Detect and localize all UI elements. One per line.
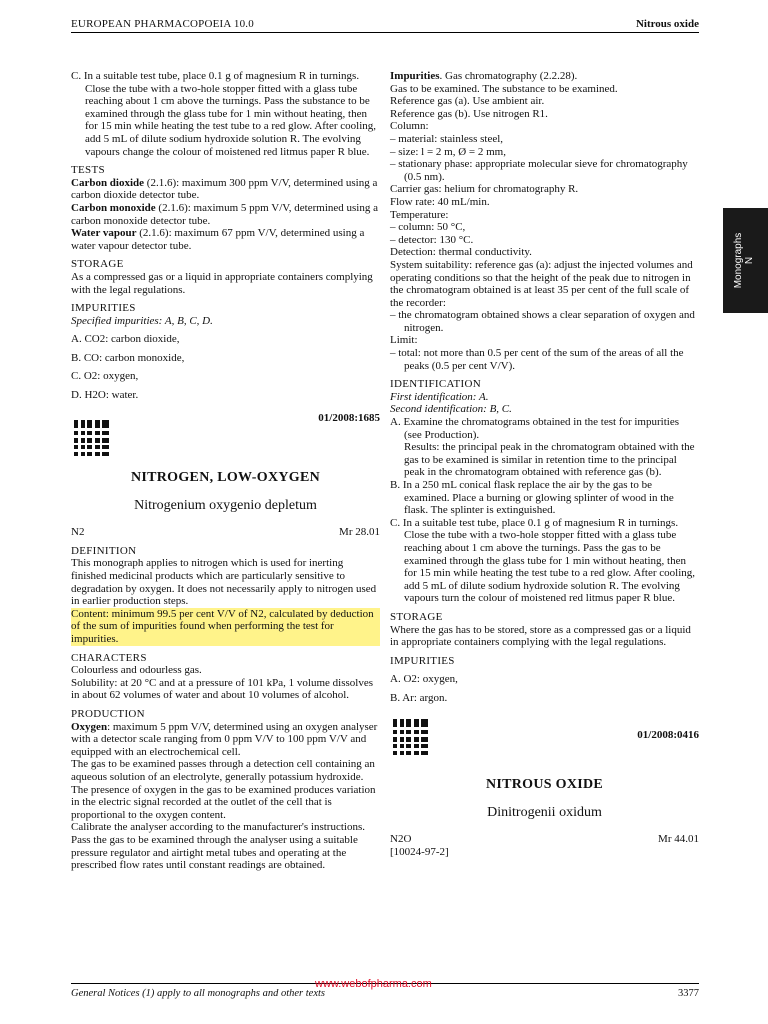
qr-code-icon — [71, 420, 109, 458]
identification-a-results: Results: the principal peak in the chromatogram obtained with the gas to be examined is similar in retention time to the principal peak in the chromatogram obtained with reference gas (b). — [404, 441, 695, 479]
carrier-gas: Carrier gas: helium for chromatography R. — [390, 183, 579, 196]
impurity-d: D. H2O: water. — [71, 389, 139, 402]
header-publication: EUROPEAN PHARMACOPOEIA 10.0 — [71, 18, 254, 30]
gas-examined: Gas to be examined. The substance to be examined. — [390, 82, 618, 95]
storage-heading: STORAGE — [71, 258, 124, 271]
impurities-heading-2: IMPURITIES — [390, 654, 455, 667]
solubility-text: Solubility: at 20 °C and at a pressure of 101 kPa, 1 volume dissolves in about 62 volumes of water and about 10 volumes of alcohol. — [71, 676, 373, 702]
production-paragraph-3: Calibrate the analyser according to the manufacturer's instructions. Pass the gas to be examined through the analyser using a suitable pressure regulator and airtight metal tubes and operating at the prescribed flow rates until constant readings are obtained. — [71, 821, 365, 872]
identification-a: A. Examine the chromatograms obtained in the test for impurities (see Production). — [390, 416, 679, 441]
latin-name-2: Dinitrogenii oxidum — [487, 805, 602, 821]
page-footer — [71, 978, 699, 1004]
header-monograph: Nitrous oxide — [635, 18, 699, 30]
second-identification: Second identification: B, C. — [390, 403, 512, 416]
side-tab-letter: N — [744, 256, 755, 265]
stationary-phase: – stationary phase: appropriate molecular sieve for chromatography (0.5 nm). — [390, 158, 688, 183]
page-number: 3377 — [678, 988, 699, 999]
side-tab-label: Monographs — [733, 232, 744, 289]
temperature-label: Temperature: — [390, 208, 449, 221]
production-paragraph-2: The gas to be examined passes through a detection cell containing an aqueous solution of an electrolyte, generally potassium hydroxide. The presence of oxygen in the gas to be examined produces variation in the electric signal recorded at the outlet of the cell that is proportional to the oxygen content. — [71, 758, 376, 821]
limit-label: Limit: — [390, 334, 418, 347]
relative-molecular-mass: Mr 28.01 — [339, 526, 380, 539]
co2-test: Carbon dioxide (2.1.6): maximum 300 ppm V/V, determined using a carbon dioxide detector tube. — [71, 176, 378, 202]
specified-impurities: Specified impurities: A, B, C, D. — [71, 314, 213, 327]
water-vapour-test: Water vapour (2.1.6): maximum 67 ppm V/V, determined using a water vapour detector tube. — [71, 227, 365, 252]
co-test: Carbon monoxide (2.1.6): maximum 5 ppm V/V, determined using a carbon monoxide detector tube. — [71, 201, 378, 227]
suitability-requirement: – the chromatogram obtained shows a clear separation of oxygen and nitrogen. — [390, 309, 695, 334]
monograph-title-2: NITROUS OXIDE — [485, 777, 604, 793]
footer-notice: General Notices (1) apply to all monographs and other texts — [71, 988, 326, 999]
definition-heading: DEFINITION — [71, 544, 137, 557]
monograph-title: NITROGEN, LOW-OXYGEN — [130, 470, 321, 486]
watermark-link[interactable]: www.webofpharma.com — [315, 978, 432, 990]
content-statement: Content: minimum 99.5 per cent V/V of N2, calculated by deduction of the sum of impurities found when performing the test for impurities. — [71, 608, 380, 646]
first-identification: First identification: A. — [390, 390, 489, 403]
monograph-code: 01/2008:1685 — [318, 411, 380, 424]
storage-text: As a compressed gas or a liquid in appropriate containers complying with the legal regulations. — [71, 270, 373, 296]
column-material: – material: stainless steel, — [390, 132, 504, 145]
relative-molecular-mass-2: Mr 44.01 — [658, 833, 699, 846]
identification-b: B. In a 250 mL conical flask replace the air by the gas to be examined. Place a burning or glowing splinter of wood in the flask. The splinter is extinguished. — [390, 479, 674, 517]
characters-heading: CHARACTERS — [71, 651, 147, 664]
identification-c: C. In a suitable test tube, place 0.1 g of magnesium R in turnings. Close the tube with a two-hole stopper fitted with a glass tube reaching about 1 cm above the turnings. Pass the gas to be examined through the glass tube for 1 min without heating, then for 15 min while heating the test tube to a red glow. After cooling, add 5 mL of dilute sodium hydroxide solution R. The evolving vapours turn the colour of moistened red litmus paper R blue. — [390, 516, 696, 605]
molecular-formula-row-2 — [390, 833, 699, 846]
impurity-b: B. CO: carbon monoxide, — [71, 351, 185, 364]
page-header — [71, 16, 699, 33]
storage-text-2: Where the gas has to be stored, store as a compressed gas or a liquid in appropriate containers complying with the legal regulations. — [390, 623, 691, 649]
impurity-c: C. O2: oxygen, — [71, 370, 139, 383]
flow-rate: Flow rate: 40 mL/min. — [390, 195, 490, 208]
cas-number: [10024-97-2] — [390, 845, 449, 858]
impurity-a: A. CO2: carbon dioxide, — [71, 333, 180, 346]
left-column — [71, 70, 380, 872]
monograph-code-2: 01/2008:0416 — [637, 728, 699, 741]
latin-name: Nitrogenium oxygenio depletum — [134, 498, 317, 514]
definition-text: This monograph applies to nitrogen which is used for inerting finished medicinal products which are particularly sensitive to degradation by oxygen. It does not necessarily apply to nitrogen used in earlier production steps. — [71, 557, 377, 608]
appearance-text: Colourless and odourless gas. — [71, 664, 202, 677]
tests-heading: TESTS — [71, 164, 105, 177]
test-c-paragraph: C. In a suitable test tube, place 0.1 g of magnesium R in turnings. Close the tube with a two-hole stopper fitted with a glass tube reaching about 1 cm above the turnings. Pass the substance to be examined through the glass tube for 1 min without heating, then for 15 min while heating the test tube to a red glow. After cooling, add 5 mL of dilute sodium hydroxide solution R. The evolving vapours change the colour of moistened red litmus paper R blue. — [71, 70, 377, 158]
identification-heading: IDENTIFICATION — [390, 378, 481, 391]
oxygen-test: Oxygen: maximum 5 ppm V/V, determined using an oxygen analyser with a detector scale ranging from 0 ppm V/V to 100 ppm V/V and equipped with an electrochemical cell. — [71, 720, 378, 758]
impurities-test: Impurities. Gas chromatography (2.2.28). — [390, 70, 578, 82]
temperature-detector: – detector: 130 °C. — [390, 233, 474, 246]
reference-gas-a: Reference gas (a). Use ambient air. — [390, 95, 545, 108]
column-label: Column: — [390, 120, 429, 133]
reference-gas-b: Reference gas (b). Use nitrogen R1. — [390, 107, 548, 120]
temperature-column: – column: 50 °C, — [390, 221, 466, 234]
impurity-oxygen: A. O2: oxygen, — [390, 673, 458, 686]
system-suitability: System suitability: reference gas (a): adjust the injected volumes and operating conditions so that the height of the peak due to nitrogen in the chromatogram obtained is at least 35 per cent of the full scale of the recorder: — [390, 258, 693, 309]
production-heading: PRODUCTION — [71, 707, 145, 720]
limit-total: – total: not more than 0.5 per cent of the sum of the areas of all the peaks (0.5 per cent V/V). — [390, 347, 684, 372]
molecular-formula-row — [71, 526, 380, 539]
column-size: – size: l = 2 m, Ø = 2 mm, — [390, 145, 506, 158]
detection: Detection: thermal conductivity. — [390, 246, 532, 259]
impurity-argon: B. Ar: argon. — [390, 691, 448, 704]
right-column — [390, 70, 699, 858]
side-tab — [723, 208, 768, 313]
storage-heading-2: STORAGE — [390, 610, 443, 623]
molecular-formula: N2 — [71, 526, 85, 539]
impurities-heading: IMPURITIES — [71, 302, 136, 315]
molecular-formula-2: N2O — [390, 833, 412, 846]
